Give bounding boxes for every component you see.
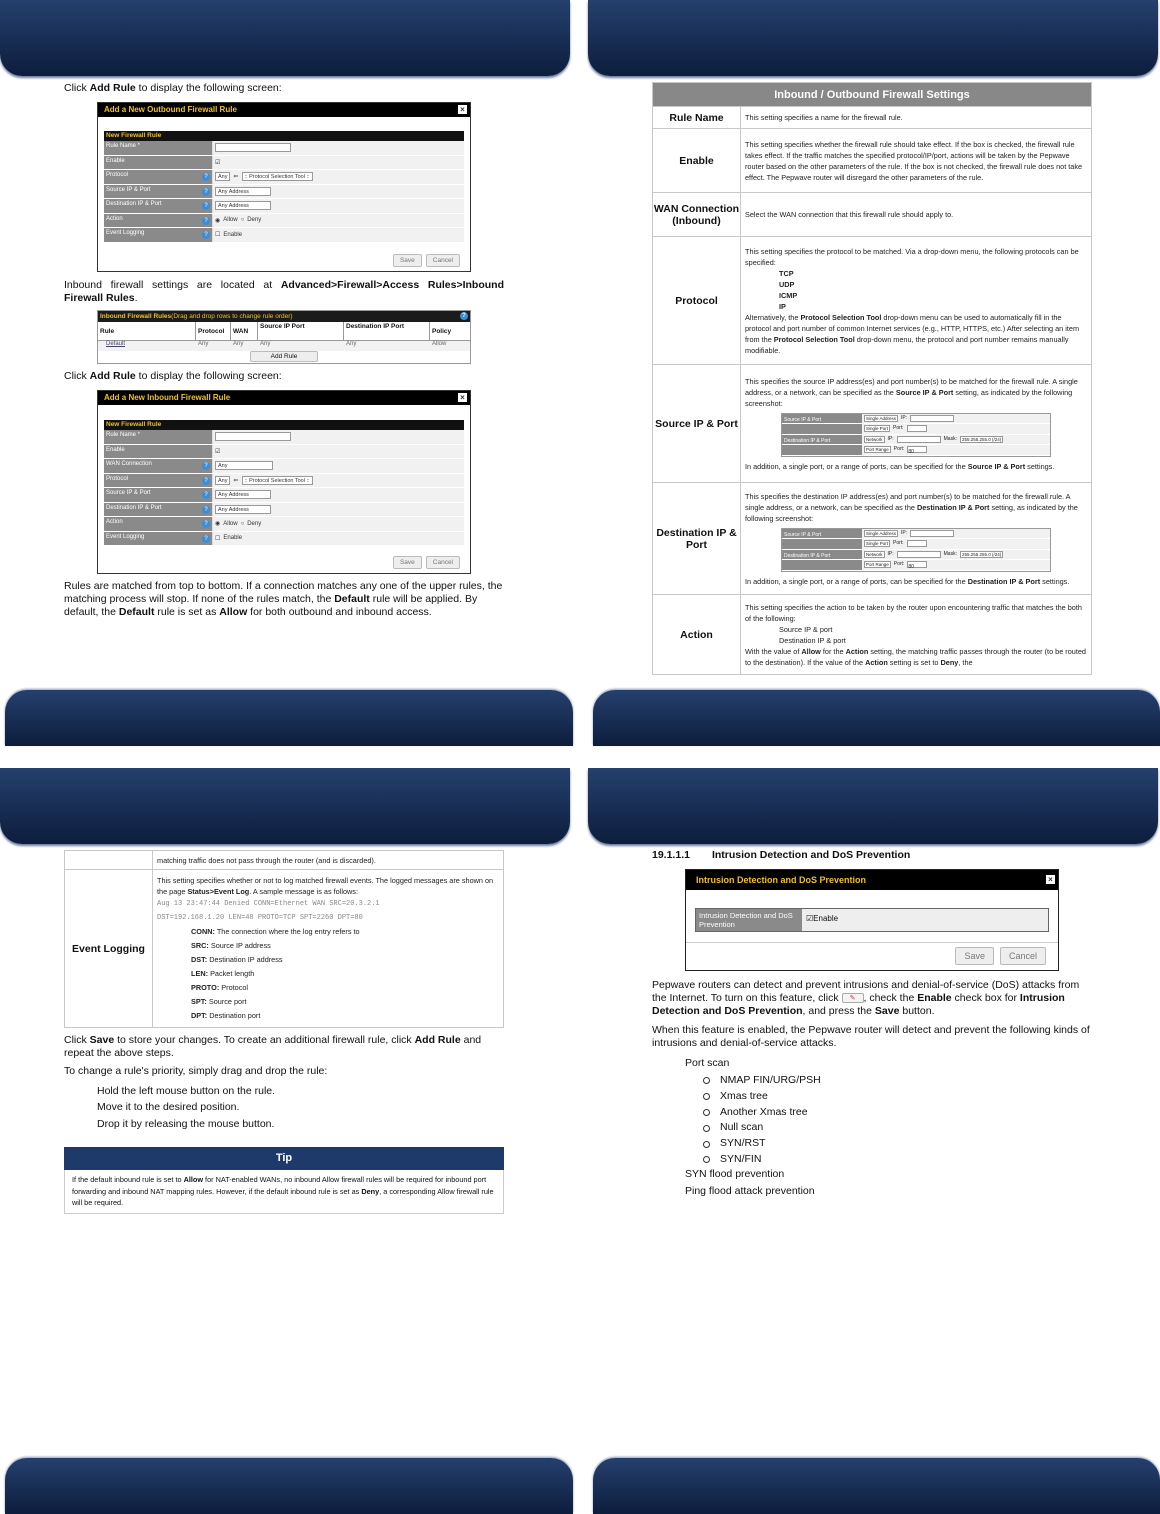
- destination-select[interactable]: Any Address: [215, 201, 271, 210]
- save-button[interactable]: Save: [393, 254, 422, 267]
- page-footer-band: [5, 1458, 573, 1514]
- help-icon[interactable]: ?: [202, 217, 210, 225]
- rule-name-input[interactable]: [215, 143, 291, 152]
- help-icon[interactable]: ?: [202, 520, 210, 528]
- logging-checkbox[interactable]: ☐: [215, 232, 221, 239]
- tip-box: [64, 1147, 504, 1214]
- section-header: New Firewall Rule: [104, 131, 464, 141]
- help-icon[interactable]: ?: [202, 188, 210, 196]
- save-paragraph: Click Save to store your changes. To create an additional firewall rule, click Add Rule and repeat the above steps.: [64, 1034, 482, 1059]
- field-label: Event Logging ?: [104, 532, 212, 546]
- source-select[interactable]: Any Address: [215, 490, 271, 499]
- field-label: Action ?: [104, 214, 212, 228]
- help-icon[interactable]: ?: [202, 173, 210, 181]
- list-item: Another Xmas tree: [703, 1105, 821, 1121]
- field-label: Rule Name *: [104, 430, 212, 444]
- step-item: Drop it by releasing the mouse button.: [97, 1118, 275, 1130]
- rule-name-input[interactable]: [215, 432, 291, 441]
- list-item: Null scan: [703, 1120, 821, 1136]
- list-item: Port scan: [685, 1057, 730, 1069]
- inbound-rules-table: Inbound Firewall Rules(Drag and drop rows to change rule order) ? Rule Protocol WAN Source IP Port Destination IP Port Policy Default Any Any Any Any Allow Add Rule: [97, 310, 471, 364]
- destination-select[interactable]: Any Address: [215, 505, 271, 514]
- list-item: SYN flood prevention: [685, 1168, 785, 1180]
- enable-checkbox[interactable]: ☑: [215, 448, 221, 455]
- feature-paragraph: When this feature is enabled, the Pepwave router will detect and prevent the following kinds of intrusions and denial-of-service attacks.: [652, 1024, 1090, 1049]
- field-label: WAN Connection ?: [104, 459, 212, 473]
- page-header-band: [588, 768, 1158, 844]
- help-icon[interactable]: ?: [202, 535, 210, 543]
- enable-checkbox[interactable]: ☑: [806, 914, 814, 923]
- field-label: Action ?: [104, 517, 212, 531]
- field-label: Enable: [104, 156, 212, 170]
- page-header-band: [0, 768, 570, 844]
- close-icon[interactable]: ×: [458, 105, 467, 114]
- arrow-left-icon: ⇐: [233, 174, 239, 181]
- intrusion-paragraph: Pepwave routers can detect and prevent intrusions and denial-of-service (DoS) attacks from the Internet. To turn on this feature, click ✎ , check the Enable check box for Intrusion Detection and DoS Prevention, and press the Save button.: [652, 979, 1080, 1017]
- field-label: Event Logging ?: [104, 228, 212, 242]
- tip-title: Tip: [64, 1147, 504, 1170]
- list-item: NMAP FIN/URG/PSH: [703, 1073, 821, 1089]
- enable-field: ☑Enable: [802, 909, 1048, 931]
- help-icon[interactable]: ?: [202, 231, 210, 239]
- section-heading: 19.1.1.1 Intrusion Detection and DoS Prevention: [652, 849, 911, 861]
- step-item: Hold the left mouse button on the rule.: [97, 1085, 276, 1097]
- intro-paragraph: Click Add Rule to display the following screen:: [64, 370, 282, 382]
- cancel-button[interactable]: Cancel: [1000, 947, 1046, 965]
- help-icon[interactable]: ?: [202, 506, 210, 514]
- page-footer-band: [5, 690, 573, 746]
- scan-list: [703, 1073, 821, 1168]
- cancel-button[interactable]: Cancel: [426, 556, 460, 569]
- inbound-rule-dialog: Add a New Inbound Firewall Rule × New Firewall Rule Rule Name * Enable ☑ WAN Connection ? Any Protocol ? Any ⇐ :: Protocol Selection Tool :: Source IP & Port ? Any Address Destination IP & Port ? Any Address Action ? ◉ Allow ○ Deny Event Logging ? ☐ Enable Save Cancel: [97, 390, 471, 574]
- list-item: SYN/RST: [703, 1136, 821, 1152]
- priority-paragraph: To change a rule's priority, simply drag and drop the rule:: [64, 1065, 328, 1077]
- help-icon[interactable]: ?: [460, 312, 468, 320]
- page-footer-band: [593, 690, 1160, 746]
- field-label: Destination IP & Port ?: [104, 199, 212, 213]
- field-label: Source IP & Port ?: [104, 488, 212, 502]
- list-item: Xmas tree: [703, 1089, 821, 1105]
- page-footer-band: [593, 1458, 1160, 1514]
- save-button[interactable]: Save: [393, 556, 422, 569]
- protocol-select[interactable]: Any: [215, 476, 230, 485]
- arrow-left-icon: ⇐: [233, 477, 239, 484]
- default-rule-link[interactable]: Default: [106, 341, 126, 347]
- wan-select[interactable]: Any: [215, 461, 273, 470]
- help-icon[interactable]: ?: [202, 202, 210, 210]
- logging-checkbox[interactable]: ☐: [215, 535, 221, 542]
- deny-radio[interactable]: ○: [240, 520, 245, 527]
- dialog-title: Add a New Outbound Firewall Rule ×: [98, 103, 470, 117]
- table-header: Inbound / Outbound Firewall Settings: [653, 83, 1092, 107]
- allow-radio[interactable]: ◉: [215, 217, 221, 224]
- cancel-button[interactable]: Cancel: [426, 254, 460, 267]
- close-icon[interactable]: ×: [1046, 875, 1055, 884]
- inbound-location-paragraph: Inbound firewall settings are located at Advanced>Firewall>Access Rules>Inbound Firewall Rules.: [64, 279, 504, 304]
- tip-body: If the default inbound rule is set to Allow for NAT-enabled WANs, no inbound Allow firewall rules will be required for inbound port forwarding and inbound NAT mapping rules. However, if the default inbound rule is set as Deny, a corresponding Allow firewall rule will be required.: [64, 1170, 504, 1214]
- help-icon[interactable]: ?: [202, 462, 210, 470]
- field-label: Intrusion Detection and DoS Prevention: [696, 909, 802, 931]
- ip-port-screenshot: Source IP & Port Single Address IP: Single Port Port: Destination IP & Port Network IP: Mask: 255.255.255.0 (/24) Port Range Port: 80: [781, 528, 1051, 572]
- outbound-rule-dialog: Add a New Outbound Firewall Rule × New Firewall Rule Rule Name * Enable ☑ Protocol ? Any ⇐ :: Protocol Selection Tool :: Source IP & Port ? Any Address Destination IP & Port ? Any Address Action ? ◉ Allow ○ Deny Event Logging ? ☐ Enable Save Cancel: [97, 102, 471, 272]
- page-header-band: [0, 0, 570, 76]
- list-item: Ping flood attack prevention: [685, 1185, 815, 1197]
- close-icon[interactable]: ×: [458, 393, 467, 402]
- rules-order-paragraph: Rules are matched from top to bottom. If a connection matches any one of the upper rules, the matching process will stop. If none of the rules match, the Default rule will be applied. By default, the Default rule is set as Allow for both outbound and inbound access.: [64, 580, 503, 618]
- source-select[interactable]: Any Address: [215, 187, 271, 196]
- firewall-settings-table-continued: matching traffic does not pass through the router (and is discarded). Event Logging This setting specifies whether or not to log matched firewall events. The logged messages are shown on the page Status>Event Log. A sample message is as follows: Aug 13 23:47:44 Denied CONN=Ethernet WAN SRC=20.3.2.1 DST=192.168.1.20 LEN=48 PROTO=TCP SPT=2260 DPT=80 CONN: The connection where the log entry refers to SRC: Source IP address DST: Destination IP address LEN: Packet length PROTO: Protocol SPT: Source port DPT: Destination port: [64, 850, 504, 1028]
- field-label: Enable: [104, 445, 212, 459]
- add-rule-button[interactable]: Add Rule: [250, 351, 319, 362]
- help-icon[interactable]: ?: [202, 491, 210, 499]
- page-header-band: [588, 0, 1158, 76]
- field-label: Source IP & Port ?: [104, 185, 212, 199]
- edit-icon[interactable]: ✎: [842, 993, 864, 1003]
- enable-checkbox[interactable]: ☑: [215, 159, 221, 166]
- allow-radio[interactable]: ◉: [215, 521, 221, 528]
- list-item: SYN/FIN: [703, 1152, 821, 1168]
- dialog-title: Intrusion Detection and DoS Prevention ×: [686, 870, 1058, 890]
- protocol-tool-select[interactable]: :: Protocol Selection Tool ::: [242, 476, 313, 485]
- save-button[interactable]: Save: [955, 947, 994, 965]
- field-label: Protocol ?: [104, 170, 212, 184]
- deny-radio[interactable]: ○: [240, 217, 245, 224]
- protocol-tool-select[interactable]: :: Protocol Selection Tool ::: [242, 172, 313, 181]
- field-label: Destination IP & Port ?: [104, 503, 212, 517]
- protocol-select[interactable]: Any: [215, 172, 230, 181]
- ip-port-screenshot: Source IP & Port Single Address IP: Single Port Port: Destination IP & Port Network IP: Mask: 255.255.255.0 (/24) Port Range Port: 80: [781, 413, 1051, 457]
- table-row[interactable]: Default Any Any Any Any Allow: [98, 341, 470, 351]
- step-item: Move it to the desired position.: [97, 1101, 240, 1113]
- section-header: New Firewall Rule: [104, 420, 464, 430]
- intro-paragraph: Click Add Rule to display the following screen:: [64, 82, 282, 94]
- dialog-title: Add a New Inbound Firewall Rule ×: [98, 391, 470, 405]
- field-label: Rule Name *: [104, 141, 212, 155]
- firewall-settings-table: Inbound / Outbound Firewall Settings Rule Name This setting specifies a name for the firewall rule. Enable This setting specifies whether the firewall rule should take effect. If the box is checked, the firewall rule takes effect. If the traffic matches the specified protocol/IP/port, actions will be taken by the Pepwave router based on the other parameters of the rule. If the box is not checked, the firewall rule does not take effect. The Pepwave router will disregard the other parameters of the rule. WAN Connection (Inbound) Select the WAN connection that this firewall rule should apply to. Protocol This setting specifies the protocol to be matched. Via a drop-down menu, the following protocols can be specified: TCP UDP ICMP IP Alternatively, the Protocol Selection Tool drop-down menu can be used to automatically fill in the protocol and port number of common Internet services (e.g., HTTP, HTTPS, etc.) After selecting an item from the Protocol Selection Tool drop-down menu, the protocol and port number remains manually modifiable. Source IP & Port This specifies the source IP address(es) and port number(s) to be matched for the firewall rule. A single address, or a network, can be specified as the Source IP & Port setting, as indicated by the following screenshot: Source IP & Port Single Address IP: Single Port Port: Destination IP & Port Network IP: Mask: 255.255.255.0 (/24) Port Range Port: 80 In addition, a single port, or a range of ports, can be specified for the Source IP & Port settings. Destination IP & Port This specifies the destination IP address(es) and port number(s) to be matched for the firewall rule. A single address, or a network, can be specified as the Destination IP & Port setting, as indicated by the following screenshot: Source IP & Port Single Address IP: Single Port Port: Destination IP & Port Network IP: Mask: 255.255.255.0 (/24) Port Range Port: 80 In addition, a single port, or a range of ports, can be specified for the Destination IP & Port settings. Action This setting specifies the action to be taken by the router upon encountering traffic that matches the both of the following: Source IP & port Destination IP & port With the value of Allow for the Action setting, the matching traffic passes through the router (to be routed to the destination). If the value of the Action setting is set to Deny, the: [652, 82, 1092, 675]
- field-label: Protocol ?: [104, 474, 212, 488]
- help-icon[interactable]: ?: [202, 477, 210, 485]
- intrusion-dialog: [685, 869, 1059, 971]
